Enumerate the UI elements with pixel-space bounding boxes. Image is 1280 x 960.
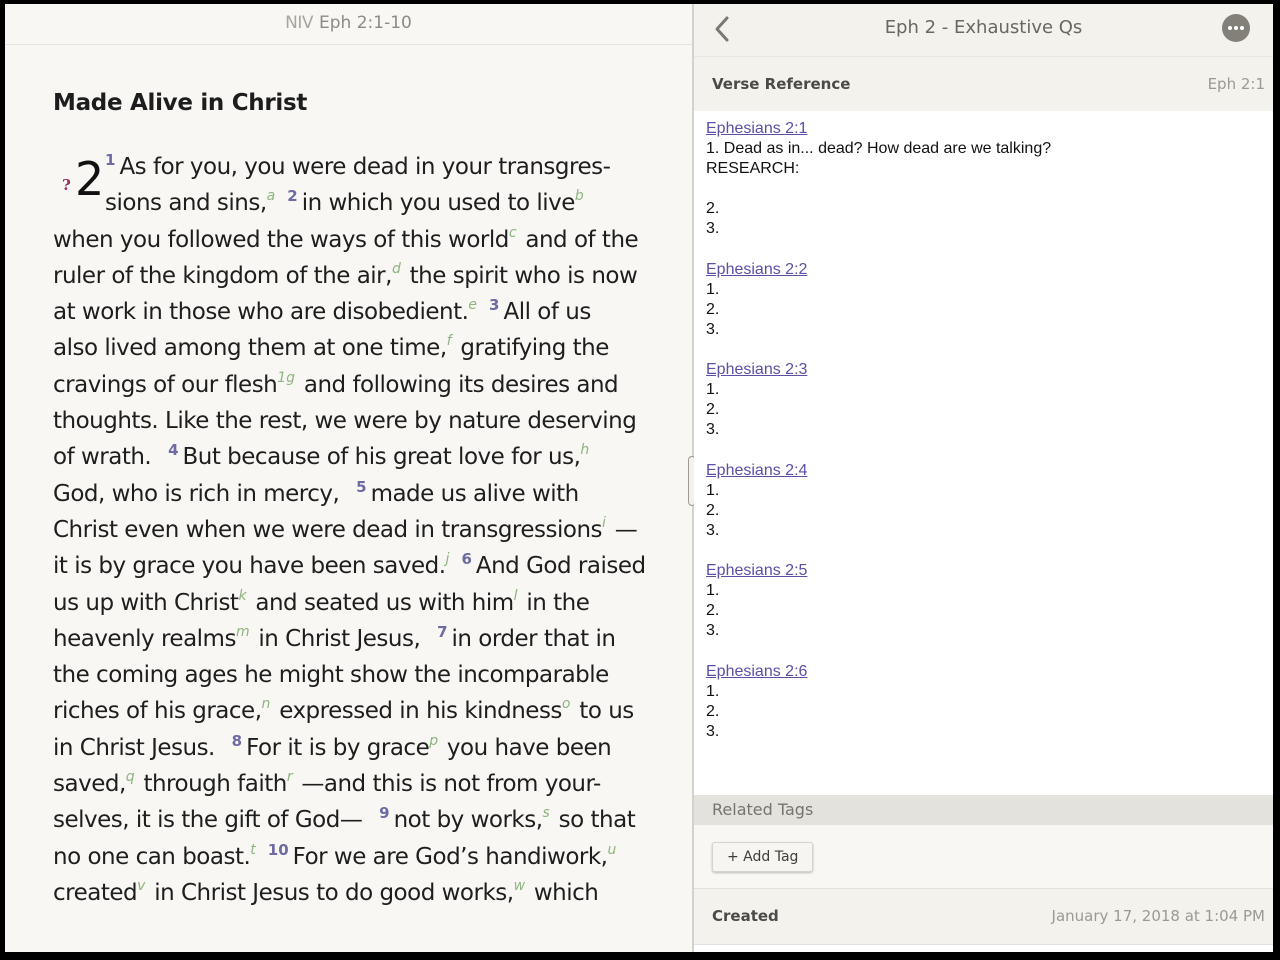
- passage-line: [53, 802, 653, 838]
- related-tags-header: [694, 795, 1273, 825]
- note-line: [706, 682, 1266, 702]
- verse-link[interactable]: Ephesians 2:3: [706, 361, 808, 379]
- verse-text: heavenly realms: [53, 625, 236, 652]
- note-line: [706, 662, 1266, 682]
- note-text-line: 2.: [706, 401, 720, 419]
- note-text-line: 3.: [706, 521, 720, 539]
- verse-link[interactable]: Ephesians 2:6: [706, 662, 808, 680]
- verse-text: For we are God’s handiwork,: [292, 843, 608, 870]
- footnote-marker[interactable]: n: [261, 696, 271, 713]
- passage-line: [53, 294, 653, 330]
- verse-reference-value: Eph 2:1: [1207, 75, 1265, 93]
- verse-text: And God raised: [475, 553, 646, 580]
- note-line: [706, 219, 1266, 239]
- note-text-line: 2.: [706, 702, 720, 720]
- verse-text: you have been: [440, 734, 612, 761]
- note-text-line: 1.: [706, 381, 720, 399]
- chapter-number: 2: [75, 152, 105, 206]
- add-tag-button[interactable]: + Add Tag: [712, 842, 813, 872]
- note-line: [706, 139, 1266, 159]
- passage-line: [53, 149, 653, 185]
- passage-line: [53, 621, 653, 657]
- note-line: [706, 541, 1266, 561]
- note-line: [706, 119, 1266, 139]
- verse-text: not by works,: [393, 807, 543, 834]
- note-text-line: 2.: [706, 300, 720, 318]
- note-text-line: 1.: [706, 280, 720, 298]
- note-line: [706, 159, 1266, 179]
- verse-text: All of us: [503, 299, 591, 326]
- passage-line: [53, 657, 653, 693]
- verse-text: —and this is not from your-: [294, 771, 601, 798]
- note-line: [706, 621, 1266, 641]
- footnote-marker[interactable]: i: [602, 514, 606, 531]
- bible-version[interactable]: NIV: [285, 13, 314, 33]
- verse-text: when you followed the ways of this world: [53, 226, 509, 253]
- note-pane: [694, 4, 1273, 952]
- note-text-line: 3.: [706, 722, 720, 740]
- footnote-marker[interactable]: p: [429, 732, 439, 749]
- passage-line: [53, 258, 653, 294]
- verse-number[interactable]: 6: [461, 550, 472, 569]
- passage-line: [53, 585, 653, 621]
- note-line: [706, 320, 1266, 340]
- verse-text: in order that in: [451, 625, 616, 652]
- verse-number[interactable]: 9: [379, 804, 390, 823]
- verse-link[interactable]: Ephesians 2:4: [706, 461, 808, 479]
- footnote-marker[interactable]: o: [561, 696, 571, 713]
- verse-text: to us: [572, 698, 634, 725]
- verse-text: expressed in his kindness: [272, 698, 562, 725]
- verse-link[interactable]: Ephesians 2:5: [706, 562, 808, 580]
- passage-line: [53, 512, 653, 548]
- passage-line: [53, 875, 653, 911]
- note-line: [706, 641, 1266, 661]
- passage-line: [53, 476, 653, 512]
- verse-text: gratifying the: [453, 335, 609, 362]
- note-title: Eph 2 - Exhaustive Qs: [884, 17, 1083, 38]
- passage-line: [53, 839, 653, 875]
- verse-text: selves, it is the gift of God—: [53, 807, 370, 834]
- note-header: [694, 4, 1273, 56]
- footnote-marker[interactable]: v: [137, 877, 146, 894]
- passage-header[interactable]: [5, 4, 692, 45]
- verse-number[interactable]: 7: [437, 622, 448, 641]
- verse-link[interactable]: Ephesians 2:1: [706, 120, 808, 137]
- created-label: Created: [712, 907, 779, 925]
- note-line: [706, 461, 1266, 481]
- verse-text: in Christ Jesus.: [53, 734, 222, 761]
- footnote-marker[interactable]: q: [125, 769, 135, 786]
- footnote-marker[interactable]: d: [391, 260, 401, 277]
- related-tags-area: [694, 825, 1273, 889]
- verse-text: —: [607, 516, 638, 543]
- passage-line: [53, 222, 653, 258]
- note-line: [706, 561, 1266, 581]
- passage-line: [53, 330, 653, 366]
- note-text-line: 1. Dead as in... dead? How dead are we talking?: [706, 140, 1052, 158]
- created-row: [694, 889, 1273, 945]
- verse-text: ruler of the kingdom of the air,: [53, 262, 392, 289]
- chapter-note-marker[interactable]: ?: [62, 176, 71, 194]
- note-text-line: 3.: [706, 220, 720, 238]
- section-heading: Made Alive in Christ: [53, 90, 308, 116]
- note-line: [706, 420, 1266, 440]
- note-line: [706, 179, 1266, 199]
- note-text-line: RESEARCH:: [706, 160, 800, 178]
- note-line: [706, 722, 1266, 742]
- created-date: January 17, 2018 at 1:04 PM: [1051, 907, 1265, 925]
- verse-number[interactable]: 1: [105, 151, 116, 169]
- note-line: [706, 199, 1266, 219]
- bible-pane: [5, 4, 692, 952]
- footnote-marker[interactable]: f: [446, 333, 452, 350]
- note-text-line: 3.: [706, 622, 720, 640]
- footnote-marker[interactable]: s: [542, 805, 550, 822]
- more-options-button[interactable]: [1222, 14, 1250, 42]
- passage-line: [53, 367, 653, 403]
- verse-text: and of the: [518, 226, 639, 253]
- footnote-marker[interactable]: c: [508, 224, 517, 241]
- passage-line: [53, 693, 653, 729]
- note-text-line: 1.: [706, 481, 720, 499]
- verse-link[interactable]: Ephesians 2:2: [706, 260, 808, 278]
- verse-text: through faith: [136, 771, 287, 798]
- verse-text: so that: [551, 807, 636, 834]
- note-line: [706, 260, 1266, 280]
- passage-line: [53, 730, 653, 766]
- note-line: [706, 501, 1266, 521]
- note-text-line: 1.: [706, 682, 720, 700]
- verse-text: sions and sins,: [105, 190, 267, 217]
- note-line: [706, 380, 1266, 400]
- verse-text: riches of his grace,: [53, 698, 262, 725]
- passage-line: [53, 185, 653, 221]
- verse-text: and following its desires and: [297, 371, 619, 398]
- verse-text: Christ even when we were dead in transgressions: [53, 516, 603, 543]
- note-line: [706, 581, 1266, 601]
- verse-text: of wrath.: [53, 444, 159, 471]
- verse-number[interactable]: 5: [356, 477, 367, 496]
- passage-reference[interactable]: Eph 2:1-10: [319, 13, 412, 33]
- passage-line: [53, 766, 653, 802]
- note-text-line: 2.: [706, 602, 720, 620]
- verse-text: which: [527, 879, 599, 906]
- verse-text: created: [53, 879, 138, 906]
- note-line: [706, 481, 1266, 501]
- footnote-marker[interactable]: 1g: [277, 369, 296, 386]
- verse-text: no one can boast.: [53, 843, 251, 870]
- note-line: [706, 400, 1266, 420]
- verse-text: at work in those who are disobedient.: [53, 299, 469, 326]
- verse-text: saved,: [53, 771, 126, 798]
- related-tags-title: Related Tags: [712, 800, 814, 819]
- verse-number[interactable]: 8: [231, 731, 243, 750]
- note-text-line: 1.: [706, 582, 720, 600]
- note-line: [706, 280, 1266, 300]
- verse-text: us up with Christ: [53, 589, 239, 616]
- verse-text: made us alive with: [370, 480, 579, 507]
- note-text-line: 3.: [706, 320, 720, 338]
- note-body-editor[interactable]: [706, 119, 1266, 742]
- verse-text: thoughts. Like the rest, we were by nature deserving: [53, 408, 637, 435]
- note-line: [706, 521, 1266, 541]
- note-line: [706, 601, 1266, 621]
- passage-line: [53, 439, 653, 475]
- footnote-marker[interactable]: k: [238, 587, 247, 604]
- verse-text: For it is by grace: [246, 734, 430, 761]
- verse-text: the spirit who is now: [402, 262, 638, 289]
- verse-text: But because of his great love for us,: [182, 444, 581, 471]
- note-line: [706, 300, 1266, 320]
- note-line: [706, 340, 1266, 360]
- passage-line: [53, 548, 653, 584]
- verse-number[interactable]: 2: [287, 187, 298, 206]
- note-line: [706, 360, 1266, 380]
- verse-text: cravings of our flesh: [53, 371, 278, 398]
- verse-text: it is by grace you have been saved.: [53, 553, 446, 580]
- footnote-marker[interactable]: j: [445, 551, 450, 568]
- verse-text: in the: [519, 589, 590, 616]
- footnote-marker[interactable]: w: [513, 877, 526, 894]
- verse-number[interactable]: 4: [168, 441, 179, 460]
- footnote-marker[interactable]: a: [266, 188, 276, 205]
- note-line: [706, 702, 1266, 722]
- footnote-marker[interactable]: h: [580, 442, 590, 459]
- verse-number[interactable]: 10: [267, 840, 289, 859]
- footnote-marker[interactable]: e: [468, 297, 478, 314]
- note-text-line: 2.: [706, 200, 720, 218]
- verse-text: in Christ Jesus to do good works,: [147, 879, 514, 906]
- passage-header-text: [5, 13, 692, 33]
- footnote-marker[interactable]: t: [250, 841, 256, 858]
- more-horizontal-icon: [1240, 26, 1244, 30]
- verse-text: the coming ages he might show the incomparable: [53, 662, 609, 689]
- note-text-line: 2.: [706, 501, 720, 519]
- passage-line: [53, 403, 653, 439]
- verse-text: also lived among them at one time,: [53, 335, 447, 362]
- verse-text: God, who is rich in mercy,: [53, 480, 347, 507]
- passage-text: [53, 149, 653, 911]
- footnote-marker[interactable]: u: [607, 841, 617, 858]
- verse-text: in which you used to live: [301, 190, 575, 217]
- note-line: [706, 240, 1266, 260]
- note-line: [706, 441, 1266, 461]
- more-horizontal-icon: [1234, 26, 1238, 30]
- verse-text: As for you, you were dead in your transgres-: [119, 154, 611, 180]
- verse-reference-row[interactable]: [694, 56, 1273, 111]
- verse-reference-label: Verse Reference: [712, 75, 851, 93]
- verse-text: in Christ Jesus,: [251, 625, 428, 652]
- more-horizontal-icon: [1228, 26, 1232, 30]
- footnote-marker[interactable]: b: [574, 188, 584, 205]
- verse-text: and seated us with him: [248, 589, 514, 616]
- footnote-marker[interactable]: r: [286, 769, 293, 786]
- verse-number[interactable]: 3: [489, 296, 500, 315]
- footnote-marker[interactable]: m: [235, 623, 250, 640]
- footnote-marker[interactable]: l: [513, 587, 518, 604]
- note-text-line: 3.: [706, 421, 720, 439]
